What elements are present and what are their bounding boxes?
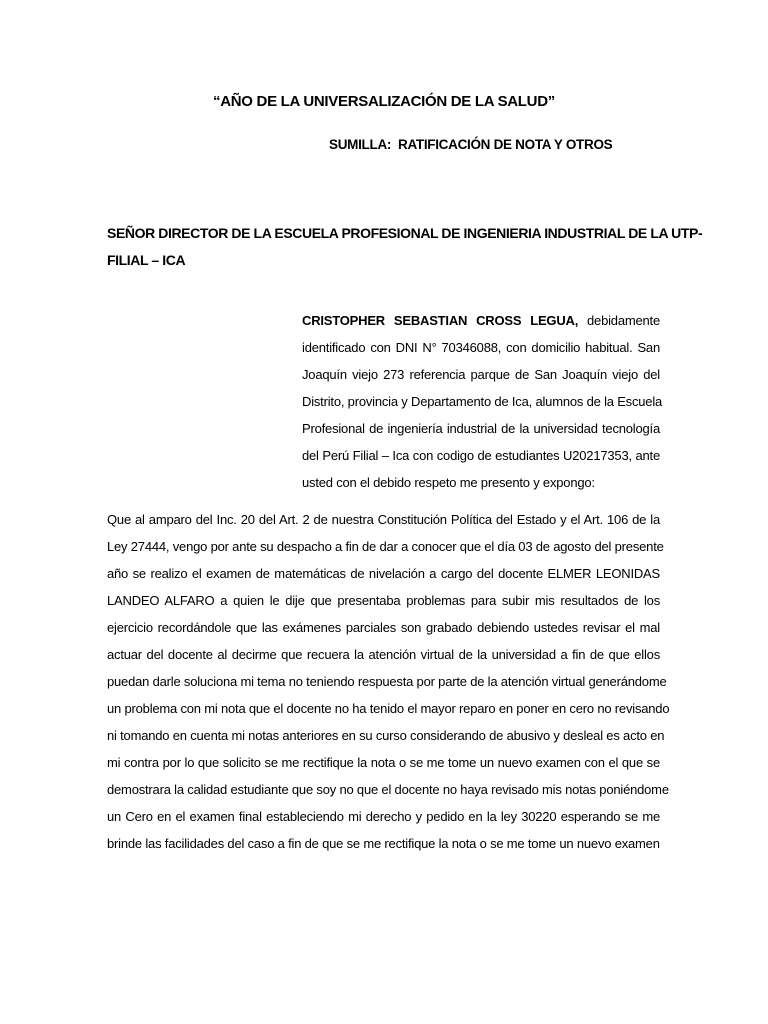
body-line: un problema con mi nota que el docente no ha tenido el mayor reparo en poner en cero no revisando <box>107 701 670 716</box>
petitioner-intro <box>302 307 663 496</box>
body-paragraph <box>107 506 670 857</box>
addressee-line: SEÑOR DIRECTOR DE LA ESCUELA PROFESIONAL DE INGENIERIA INDUSTRIAL DE LA UTP- <box>107 225 703 241</box>
body-line: ni tomando en cuenta mi notas anteriores en su curso considerando de abusivo y desleal es acto en <box>107 728 665 743</box>
intro-line: Distrito, provincia y Departamento de Ica, alumnos de la Escuela <box>302 394 663 409</box>
body-line: un Cero en el examen final estableciendo mi derecho y pedido en la ley 30220 esperando se me <box>107 809 660 824</box>
body-line: año se realizo el examen de matemáticas de nivelación a cargo del docente ELMER LEONIDAS <box>107 566 660 581</box>
body-line: Que al amparo del Inc. 20 del Art. 2 de nuestra Constitución Política del Estado y el Art. 106 de la <box>107 512 660 527</box>
body-line: Ley 27444, vengo por ante su despacho a fin de dar a conocer que el día 03 de agosto del presente <box>107 539 664 554</box>
intro-line: usted con el debido respeto me presento y expongo: <box>302 475 595 490</box>
intro-line <box>302 307 660 334</box>
body-line: ejercicio recordándole que las exámenes parciales son grabado debiendo ustedes revisar el mal <box>107 620 660 635</box>
sumilla-heading: SUMILLA: RATIFICACIÓN DE NOTA Y OTROS <box>329 137 613 152</box>
body-line: mi contra por lo que solicito se me rectifique la nota o se me tome un nuevo examen con el que se <box>107 755 660 770</box>
year-title: “AÑO DE LA UNIVERSALIZACIÓN DE LA SALUD” <box>213 93 555 110</box>
body-line: puedan darle soluciona mi tema no teniendo respuesta por parte de la atención virtual generándome <box>107 674 667 689</box>
addressee-line: FILIAL – ICA <box>107 252 186 268</box>
body-line: brinde las facilidades del caso a fin de que se me rectifique la nota o se me tome un nuevo examen <box>107 836 660 851</box>
petitioner-name: CRISTOPHER SEBASTIAN CROSS LEGUA, <box>302 313 579 328</box>
intro-line: del Perú Filial – Ica con codigo de estudiantes U20217353, ante <box>302 448 660 463</box>
body-line: demostrara la calidad estudiante que soy no que el docente no haya revisado mis notas poniéndome <box>107 782 669 797</box>
intro-first-line-rest: debidamente <box>578 313 660 328</box>
intro-line: identificado con DNI N° 70346088, con domicilio habitual. San <box>302 340 660 355</box>
body-line: LANDEO ALFARO a quien le dije que presentaba problemas para subir mis resultados de los <box>107 593 660 608</box>
addressee-block <box>107 220 703 274</box>
intro-line: Profesional de ingeniería industrial de la universidad tecnología <box>302 421 660 436</box>
intro-line: Joaquín viejo 273 referencia parque de San Joaquín viejo del <box>302 367 660 382</box>
body-line: actuar del docente al decirme que recuera la atención virtual de la universidad a fin de que ellos <box>107 647 660 662</box>
